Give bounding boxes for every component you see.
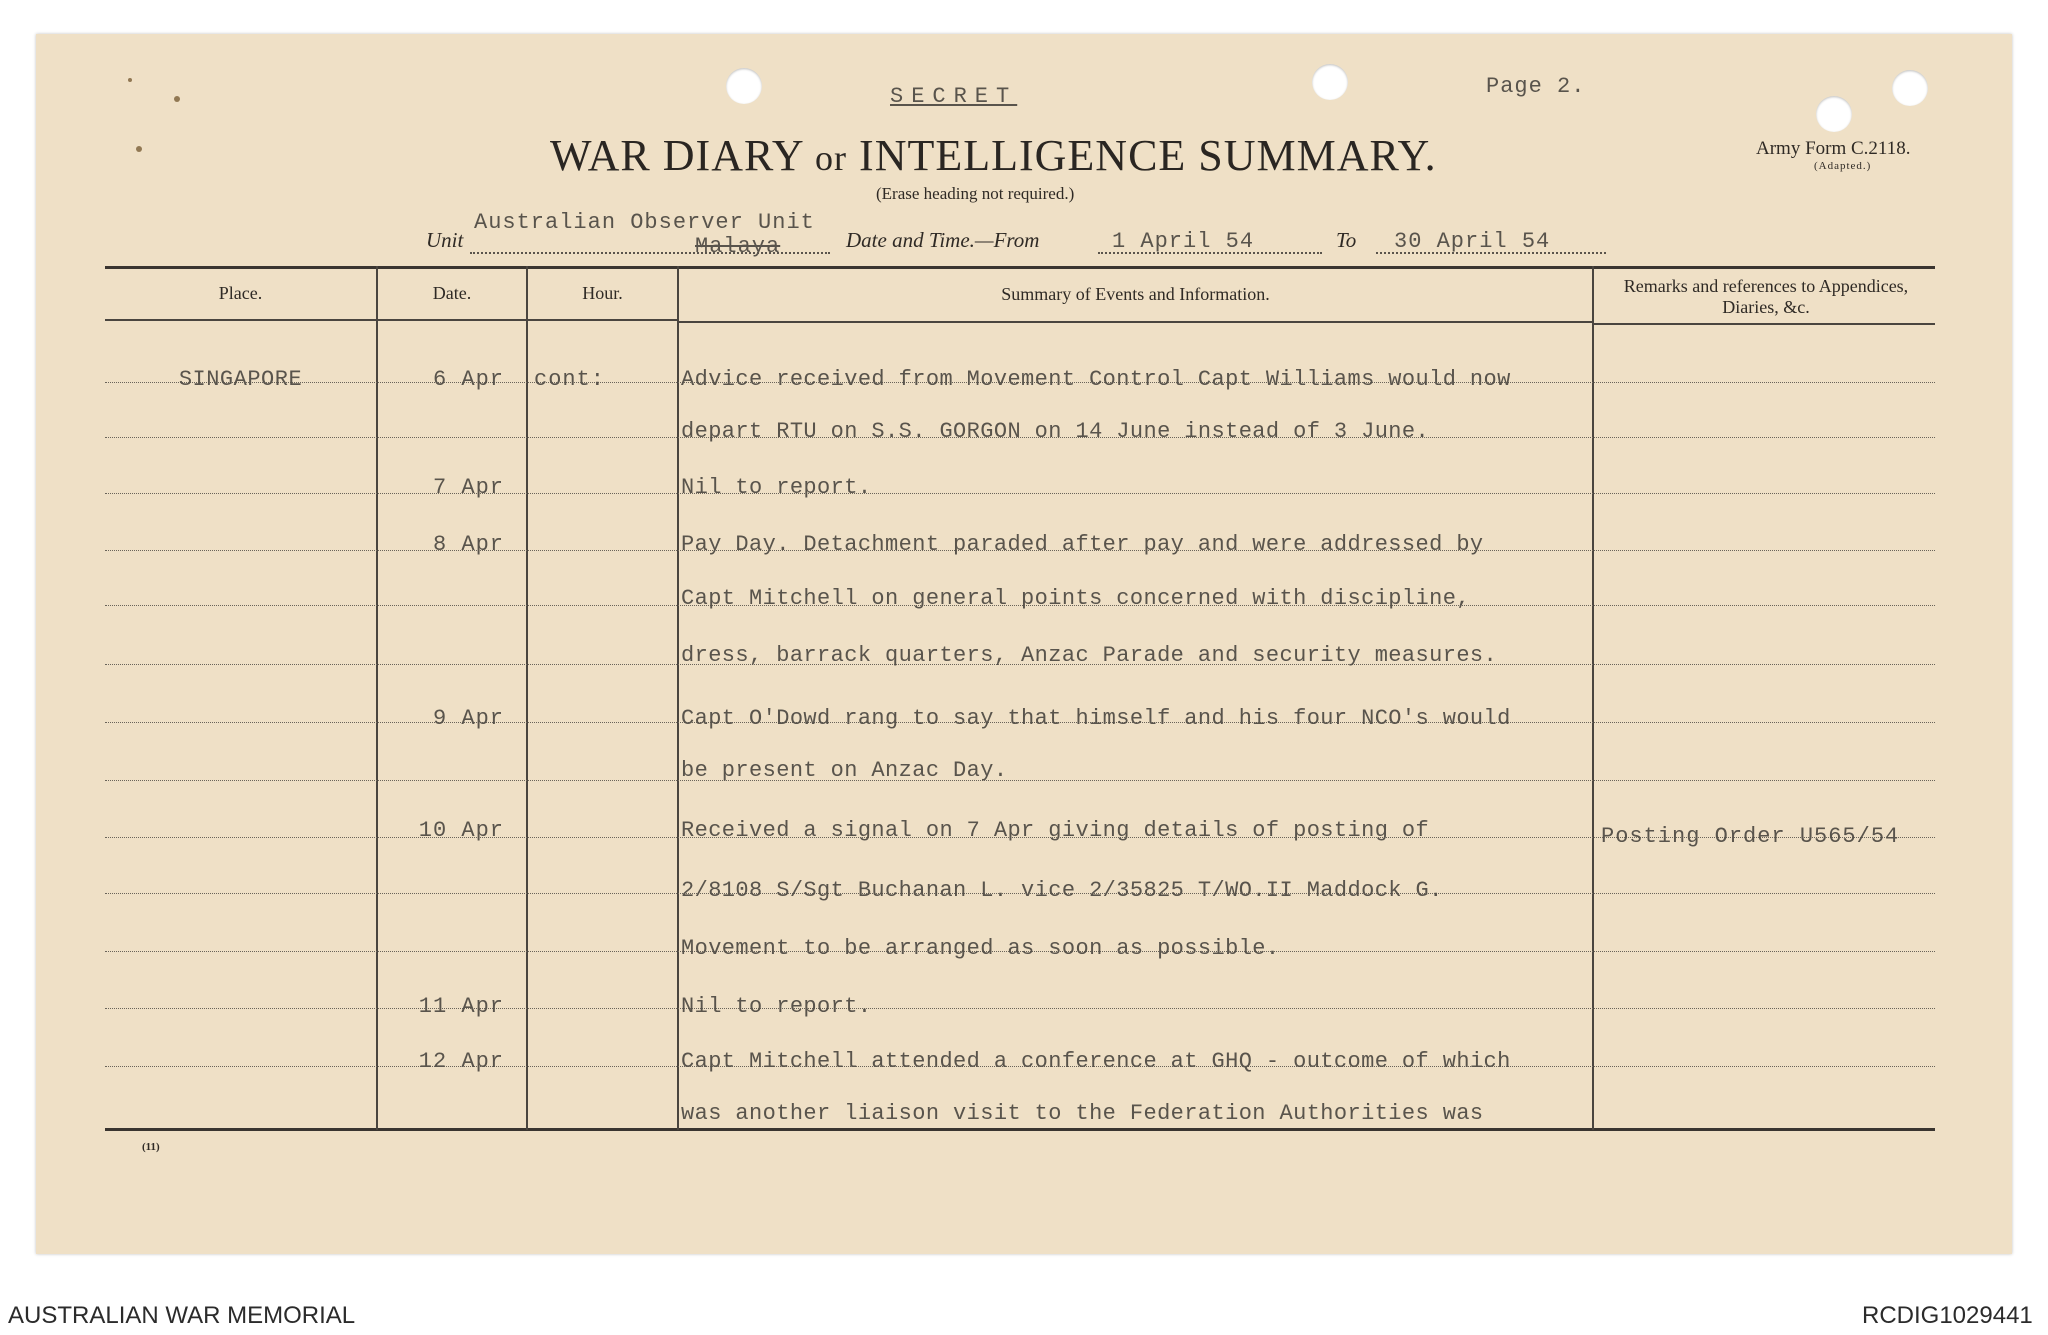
- paper-stain: [128, 78, 132, 82]
- header-rule: [1594, 323, 1935, 325]
- summary-cell: dress, barrack quarters, Anzac Parade and security measures.: [681, 643, 1498, 668]
- title-intelligence-summary: INTELLIGENCE SUMMARY.: [859, 131, 1437, 180]
- date-cell: 11 Apr: [418, 994, 504, 1019]
- date-to-value: 30 April 54: [1394, 229, 1551, 254]
- date-cell: 6 Apr: [432, 367, 504, 392]
- summary-cell: Nil to report.: [681, 475, 872, 500]
- secret-stamp: SECRET: [890, 84, 1018, 109]
- summary-cell: be present on Anzac Day.: [681, 758, 1008, 783]
- summary-cell: Advice received from Movement Control Capt Williams would now: [681, 367, 1511, 392]
- adapted-note: (Adapted.): [1814, 160, 1872, 172]
- date-cell: 7 Apr: [432, 475, 504, 500]
- punch-hole: [726, 68, 762, 104]
- paper-stain: [136, 146, 142, 152]
- form-title: [550, 130, 1437, 181]
- army-form-number: Army Form C.2118.: [1756, 138, 1911, 159]
- date-to-dotted-line: [1376, 252, 1606, 254]
- date-cell: 10 Apr: [418, 818, 504, 843]
- punch-hole: [1892, 70, 1928, 106]
- column-divider: [526, 266, 528, 1130]
- column-header-summary: Summary of Events and Information.: [1001, 284, 1270, 304]
- header-rule: [105, 319, 376, 321]
- summary-cell: Movement to be arranged as soon as possible.: [681, 936, 1280, 961]
- table-top-rule: [105, 266, 1935, 269]
- header-rule: [528, 319, 677, 321]
- summary-cell: Received a signal on 7 Apr giving details of posting of: [681, 818, 1430, 843]
- unit-label: Unit: [426, 228, 464, 252]
- summary-cell: depart RTU on S.S. GORGON on 14 June instead of 3 June.: [681, 419, 1430, 444]
- punch-hole: [1312, 64, 1348, 100]
- remarks-cell: Posting Order U565/54: [1601, 824, 1900, 849]
- summary-cell: Pay Day. Detachment paraded after pay and were addressed by: [681, 532, 1484, 557]
- title-war-diary: WAR DIARY: [550, 131, 804, 180]
- date-time-label: Date and Time.—From: [846, 228, 1040, 252]
- summary-cell: Capt Mitchell on general points concerned with discipline,: [681, 586, 1470, 611]
- form-number: (11): [142, 1141, 160, 1153]
- date-cell: 8 Apr: [432, 532, 504, 557]
- summary-cell: Capt Mitchell attended a conference at GHQ - outcome of which: [681, 1049, 1511, 1074]
- column-header-date: Date.: [432, 283, 472, 303]
- column-divider: [677, 266, 679, 1130]
- unit-dotted-line: [470, 252, 830, 254]
- summary-cell: Nil to report.: [681, 994, 872, 1019]
- record-id: RCDIG1029441: [1862, 1302, 2033, 1329]
- place-cell: SINGAPORE: [178, 367, 303, 392]
- column-divider: [1592, 266, 1594, 1130]
- date-cell: 12 Apr: [418, 1049, 504, 1074]
- date-from-dotted-line: [1098, 252, 1322, 254]
- unit-value-struck: Malaya: [695, 234, 781, 259]
- column-header-remarks: Remarks and references to Appendices, Diaries, &c.: [1623, 276, 1909, 317]
- summary-cell: Capt O'Dowd rang to say that himself and his four NCO's would: [681, 706, 1511, 731]
- paper-stain: [174, 96, 180, 102]
- erase-heading-note: (Erase heading not required.): [876, 184, 1075, 203]
- date-to-label: To: [1336, 228, 1357, 252]
- table-bottom-rule: [105, 1128, 1935, 1131]
- header-rule: [378, 319, 526, 321]
- date-cell: 9 Apr: [432, 706, 504, 731]
- hour-cell: cont:: [534, 367, 606, 392]
- column-header-hour: Hour.: [582, 283, 623, 303]
- archive-caption: AUSTRALIAN WAR MEMORIAL: [8, 1302, 356, 1329]
- column-header-place: Place.: [218, 283, 263, 303]
- summary-cell: 2/8108 S/Sgt Buchanan L. vice 2/35825 T/WO.II Maddock G.: [681, 878, 1443, 903]
- unit-value: Australian Observer Unit: [474, 210, 815, 235]
- punch-hole: [1816, 96, 1852, 132]
- title-or: or: [815, 138, 848, 178]
- page-number: Page 2.: [1486, 74, 1586, 99]
- summary-cell: was another liaison visit to the Federation Authorities was: [681, 1101, 1484, 1126]
- header-rule: [679, 321, 1592, 323]
- date-from-value: 1 April 54: [1112, 229, 1255, 254]
